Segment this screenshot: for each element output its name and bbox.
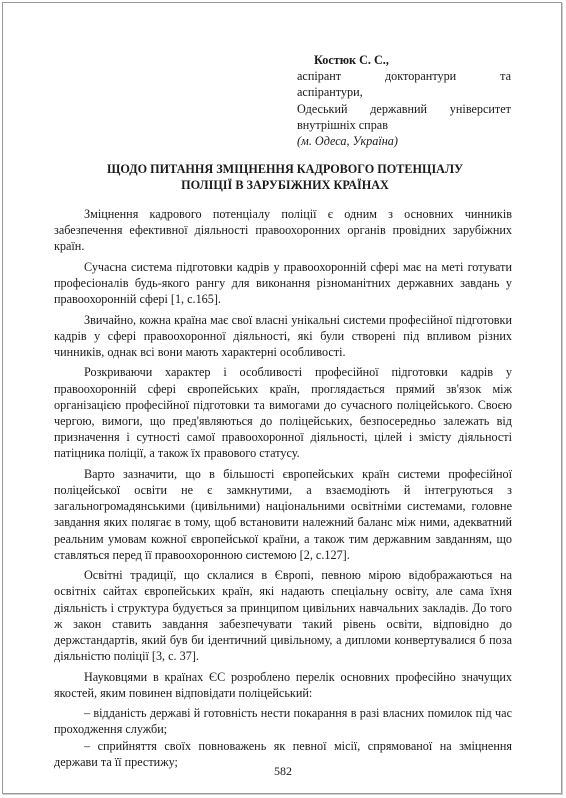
- paragraph: Звичайно, кожна країна має свої власні унікальні системи професійної підготовки кадрів у сфері правоохоронної діяльності, які були створені під впливом різних чинників, однак всі вони мають характерні особливості.: [54, 312, 512, 359]
- article-title-line1: ЩОДО ПИТАННЯ ЗМІЦНЕННЯ КАДРОВОГО ПОТЕНЦІАЛУ: [106, 162, 464, 176]
- paragraph: Освітні традиції, що склалися в Європі, певною мірою відображаються на освітніх сайтах європейських країн, які надають спеціальну освіту, але сама їхня діяльність і структура будується за принципом цивільних навчальних закладів. До того ж закон ставить завдання забезпечувати такий рівень освіти, відповідно до держстандартів, який був би ідентичний цивільному, а дипломи конвертувалися б поза діяльністю поліції [3, с. 37].: [54, 568, 512, 664]
- article-body: [54, 206, 512, 770]
- author-institution-line2: внутрішніх справ: [297, 117, 388, 132]
- author-block: [297, 52, 511, 149]
- author-institution-line1: Одеський державний університет: [297, 101, 511, 116]
- article-title: [70, 162, 500, 193]
- paragraph: Сучасна система підготовки кадрів у правоохоронній сфері має на меті готувати професіоналів будь-якого рангу для виконання різноманітних державних завдань у правоохоронній сфері [1, с.165].: [54, 259, 512, 307]
- paragraph: Зміцнення кадрового потенціалу поліції є одним з основних чинників забезпечення ефективної діяльності правоохоронних органів провідних зарубіжних країн.: [54, 207, 512, 254]
- paragraph: Варто зазначити, що в більшості європейських країн системи професійної поліцейської освіти не є замкнутими, а взаємодіють й інтегруються з загальногромадянськими (цивільними) національними освітніми системами, головне завдання яких полягає в тому, щоб встановити належний баланс між ними, адекватний реальним умовам кожної європейської країни, а також тим державним завданням, що ставляться перед її правоохоронною системою [2, с.127].: [54, 466, 512, 562]
- article-title-line2: ПОЛІЦІЇ В ЗАРУБІЖНИХ КРАЇНАХ: [181, 177, 389, 192]
- paragraph: Розкриваючи характер і особливості професійної підготовки кадрів у правоохоронній сфері європейських країн, проглядається прямий зв'язок між організацією професійної підготовки та вимогами до сучасного поліцейського. Своєю чергою, вимоги, що пред'являються до поліцейських, безпосередньо залежать від призначення і сутності самої правоохоронної діяльності, цілей і змісту діяльності патіцника поліції, а також їх правового статусу.: [54, 365, 512, 461]
- page-number: 582: [274, 764, 292, 778]
- list-item: – сприйняття своїх повноважень як певної місії, спрямованої на зміцнення держави та її престижу;: [54, 738, 512, 769]
- author-location: (м. Одеса, Україна): [297, 134, 398, 149]
- list-item: – відданість державі й готовність нести покарання в разі власних помилок під час проходження служби;: [54, 706, 512, 737]
- author-position-line1: аспірант докторантури та: [297, 69, 511, 84]
- paragraph: Науковцями в країнах ЄС розроблено перелік основних професійно значущих якостей, яким повинен відповідати поліцейський:: [54, 669, 512, 700]
- author-name: Костюк С. С.,: [314, 53, 389, 67]
- author-position-line2: аспірантури,: [297, 85, 363, 100]
